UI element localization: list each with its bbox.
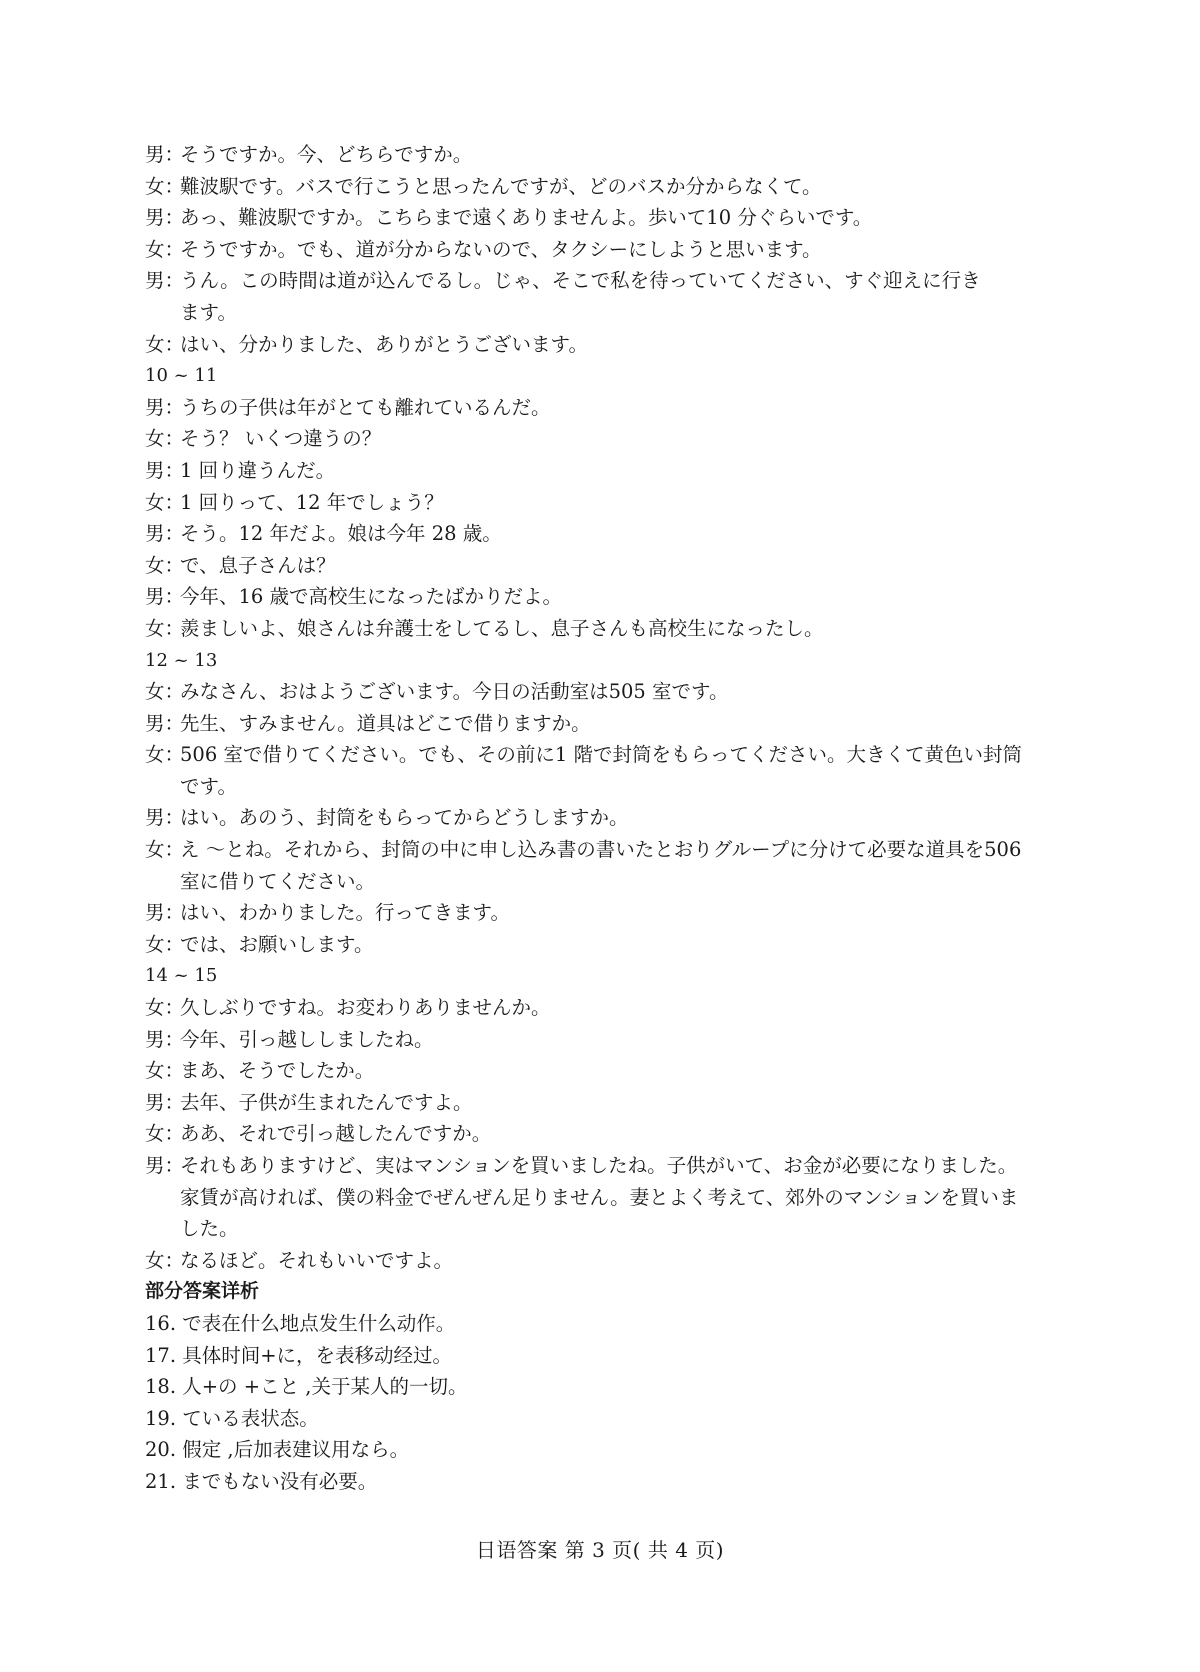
dialogue-text: うちの子供は年がとても離れているんだ。 [180,395,551,419]
dialogue-text: はい、わかりました。行ってきます。 [180,901,510,925]
speaker-label: 男： [145,269,185,293]
dialogue-text: はい、分かりました、ありがとうございます。 [180,332,588,356]
speaker-label: 男： [145,206,185,230]
dialogue-line-continuation [145,1213,1065,1245]
dialogue-text: 室に借りてください。 [180,869,376,893]
analysis-item: 21. までもない没有必要。 [145,1469,378,1493]
speaker-label: 男： [145,395,185,419]
dialogue-text: 羨ましいよ、娘さんは弁護士をしてるし、息子さんも高校生になったし。 [180,616,824,640]
analysis-item: 18. 人+の +こと ,关于某人的一切。 [145,1375,468,1399]
dialogue-text: そうですか。今、どちらですか。 [180,143,473,166]
dialogue-line [145,265,1065,297]
speaker-label: 女： [145,932,185,956]
section-10-11 [145,360,1065,644]
dialogue-text: 難波駅です。バスで行こうと思ったんですが、どのバスか分からなくて。 [180,174,822,198]
dialogue-line [145,676,1065,708]
dialogue-text: 今年、引っ越ししましたね。 [180,1027,434,1051]
speaker-label: 女： [145,174,185,198]
dialogue-text: まあ、そうでしたか。 [180,1059,375,1083]
dialogue-text: なるほど。それもいいですよ。 [180,1248,454,1272]
dialogue-text: え ～とね。それから、封筒の中に申し込み書の書いたとおりグループに分けて必要な道具を506 [180,838,1022,862]
speaker-label: 男： [145,1154,185,1177]
speaker-label: 男： [145,585,185,609]
dialogue-text: ああ、それで引っ越したんですか。 [180,1122,492,1146]
speaker-label: 女： [145,1248,185,1272]
dialogue-text: 家賃が高ければ、僕の料金でぜんぜん足りません。妻とよく考えて、郊外のマンションを買いま [180,1185,1019,1209]
dialogue-line [145,550,1065,582]
dialogue-line [145,581,1065,613]
dialogue-text: した。 [180,1217,239,1241]
speaker-label: 女： [145,743,185,767]
dialogue-text: 1 回りって、12 年でしょう？ [180,490,444,514]
dialogue-text: 今年、16 歳で高校生になったばかりだよ。 [180,585,563,609]
dialogue-line-continuation [145,866,1065,898]
dialogue-line [145,802,1065,834]
dialogue-text: ます。 [180,300,237,324]
section-14-15 [145,960,1065,1276]
dialogue-text: そうですか。でも、道が分からないので、タクシーにしようと思います。 [180,237,822,261]
analysis-item: 20. 假定 ,后加表建议用なら。 [145,1438,410,1462]
dialogue-line [145,392,1065,424]
dialogue-text: そう？ いくつ違うの？ [180,427,382,451]
speaker-label: 男： [145,522,185,546]
dialogue-text: 去年、子供が生まれたんですよ。 [180,1090,473,1114]
speaker-label: 男： [145,711,185,735]
dialogue-line [145,329,1065,361]
dialogue-line [145,234,1065,266]
dialogue-line [145,1055,1065,1087]
dialogue-text: では、お願いします。 [180,932,374,956]
dialogue-line [145,897,1065,929]
dialogue-text: それもありますけど、実はマンションを買いましたね。子供がいて、お金が必要になりました。 [180,1154,1018,1177]
speaker-label: 男： [145,901,185,925]
speaker-label: 女： [145,427,185,451]
dialogue-line [145,202,1065,234]
speaker-label: 男： [145,143,185,166]
dialogue-line [145,455,1065,487]
dialogue-text: そう。12 年だよ。娘は今年 28 歳。 [180,522,502,546]
dialogue-text: うん。この時間は道が込んでるし。じゃ、そこで私を待っていてください、すぐ迎えに行き [180,269,981,293]
dialogue-line [145,1118,1065,1150]
answer-key-content [145,139,1065,1498]
speaker-label: 女： [145,490,185,514]
dialogue-line [145,1150,1065,1182]
dialogue-line [145,518,1065,550]
dialogue-line [145,1245,1065,1277]
dialogue-text: 久しぶりですね。お変わりありませんか。 [180,996,551,1020]
speaker-label: 女： [145,553,185,577]
dialogue-text: はい。あのう、封筒をもらってからどうしますか。 [180,806,629,830]
section-12-13 [145,645,1065,961]
analysis-heading: 部分答案详析 [145,1280,260,1303]
speaker-label: 女： [145,1059,185,1083]
dialogue-text: で、息子さんは？ [180,553,336,577]
dialogue-text: 先生、すみません。道具はどこで借りますか。 [180,711,591,735]
section-label: 12 ~ 13 [145,649,218,671]
section-label: 14 ~ 15 [145,965,218,987]
dialogue-line [145,171,1065,203]
speaker-label: 女： [145,616,185,640]
speaker-label: 女： [145,1122,185,1146]
speaker-label: 男： [145,1090,185,1114]
speaker-label: 男： [145,458,185,482]
dialogue-intro [145,139,1065,360]
page-footer: 日语答案 第 3 页( 共 4 页) [475,1538,725,1562]
dialogue-line [145,929,1065,961]
analysis-item: 16. で表在什么地点发生什么动作。 [145,1311,456,1335]
dialogue-line [145,1087,1065,1119]
dialogue-text: です。 [180,774,237,798]
speaker-label: 男： [145,806,185,830]
section-label: 10 ~ 11 [145,365,218,387]
analysis-item: 17. 具体时间+に，を表移动经过。 [145,1343,453,1367]
speaker-label: 男： [145,1027,185,1051]
dialogue-line [145,613,1065,645]
dialogue-text: あっ、難波駅ですか。こちらまで遠くありませんよ。歩いて10 分ぐらいです。 [180,206,873,230]
speaker-label: 女： [145,237,185,261]
dialogue-text: 1 回り違うんだ。 [180,458,336,482]
dialogue-line [145,992,1065,1024]
dialogue-line [145,423,1065,455]
speaker-label: 女： [145,838,185,862]
dialogue-line-continuation [145,771,1065,803]
dialogue-line [145,708,1065,740]
speaker-label: 女： [145,996,185,1020]
dialogue-line [145,139,1065,171]
analysis-section [145,1276,1065,1497]
dialogue-line [145,739,1065,771]
analysis-item: 19. ている表状态。 [145,1406,319,1430]
speaker-label: 女： [145,332,185,356]
dialogue-line [145,834,1065,866]
dialogue-line-continuation [145,297,1065,329]
speaker-label: 女： [145,680,185,704]
dialogue-text: 506 室で借りてください。でも、その前に1 階で封筒をもらってください。大きくて黄色い封筒 [180,743,1023,767]
dialogue-line-continuation [145,1182,1065,1214]
dialogue-line [145,487,1065,519]
dialogue-text: みなさん、おはようございます。今日の活動室は505 室です。 [180,680,729,704]
dialogue-line [145,1024,1065,1056]
